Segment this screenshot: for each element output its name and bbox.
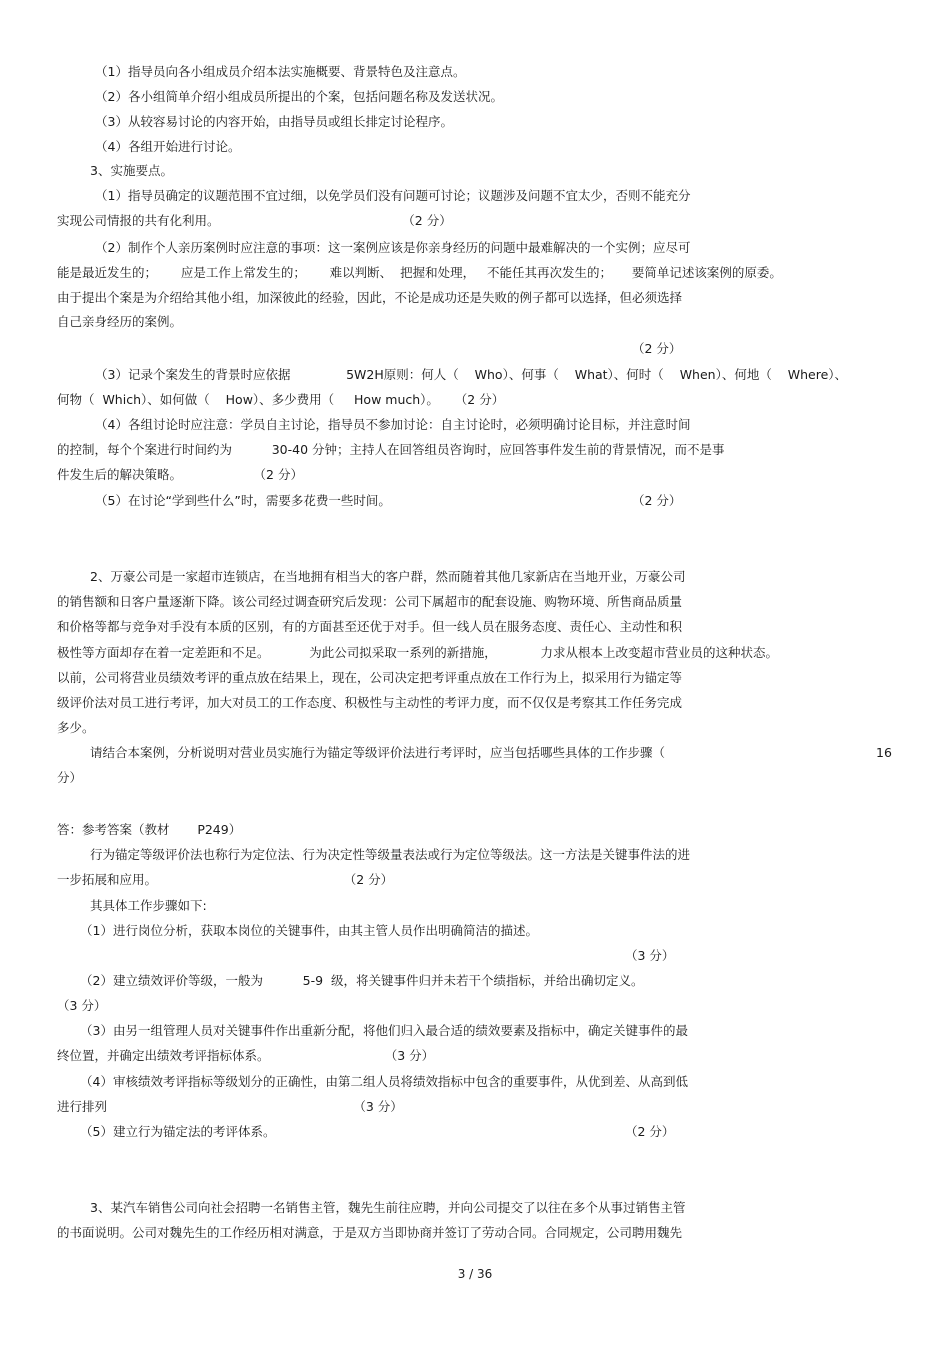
text-line: （4）各组开始进行讨论。 xyxy=(95,139,241,154)
text-line: 进行排列 （3 分） xyxy=(57,1099,403,1114)
text-line: （5）在讨论“学到些什么”时，需要多花费一些时间。 xyxy=(95,493,391,508)
text-line: （3）从较容易讨论的内容开始，由指导员或组长排定讨论程序。 xyxy=(95,114,453,129)
text-line: 的控制，每个个案进行时间约为 30-40 分钟；主持人在回答组员咨询时，应回答事件发生前的背景情况，而不是事 xyxy=(57,442,725,457)
text-line: 3、实施要点。 xyxy=(90,163,173,178)
text-line: （2）建立绩效评价等级，一般为 5-9 级，将关键事件归并未若干个绩指标，并给出确切定义。 xyxy=(80,973,644,988)
text-line: （1）进行岗位分析，获取本岗位的关键事件，由其主管人员作出明确简洁的描述。 xyxy=(80,923,538,938)
text-line: （1）指导员向各小组成员介绍本法实施概要、背景特色及注意点。 xyxy=(95,64,466,79)
text-line: 件发生后的解决策略。 （2 分） xyxy=(57,467,303,482)
text-line: 分） xyxy=(57,770,83,785)
text-line: （4）各组讨论时应注意：学员自主讨论，指导员不参加讨论：自主讨论时，必须明确讨论目标，并注意时间 xyxy=(95,417,691,432)
text-line: 一步拓展和应用。 （2 分） xyxy=(57,872,394,887)
text-line: 答：参考答案（教材 P249） xyxy=(57,822,242,837)
text-line: 行为锚定等级评价法也称行为定位法、行为决定性等级量表法或行为定位等级法。这一方法是关键事件法的进 xyxy=(90,847,691,862)
page-number: 3 / 36 xyxy=(457,1267,493,1281)
text-line: 16 xyxy=(876,745,892,760)
text-line: （4）审核绩效考评指标等级划分的正确性，由第二组人员将绩效指标中包含的重要事件，从优到差、从高到低 xyxy=(80,1074,688,1089)
text-line: 自己亲身经历的案例。 xyxy=(57,314,183,329)
text-line: 能是最近发生的； 应是工作上常发生的； 难以判断、 把握和处理， 不能任其再次发生的； 要简单记述该案例的原委。 xyxy=(57,265,782,280)
text-line: 请结合本案例，分析说明对营业员实施行为锚定等级评价法进行考评时，应当包括哪些具体的工作步骤（ xyxy=(90,745,666,760)
text-line: 由于提出个案是为介绍给其他小组，加深彼此的经验，因此，不论是成功还是失败的例子都可以选择，但必须选择 xyxy=(57,290,683,305)
text-line: 级评价法对员工进行考评，加大对员工的工作态度、积极性与主动性的考评力度，而不仅仅是考察其工作任务完成 xyxy=(57,695,683,710)
text-line: （2）各小组简单介绍小组成员所提出的个案，包括问题名称及发送状况。 xyxy=(95,89,503,104)
text-line: （2 分） xyxy=(632,341,682,356)
text-line: 2、万豪公司是一家超市连锁店，在当地拥有相当大的客户群，然而随着其他几家新店在当地开业，万豪公司 xyxy=(90,569,686,584)
text-line: 何物（ Which）、如何做（ How）、多少费用（ How much）。 （2 分） xyxy=(57,392,505,407)
text-line: 其具体工作步骤如下: xyxy=(90,898,207,913)
text-line: （3 分） xyxy=(57,998,107,1013)
text-line: 实现公司情报的共有化利用。 （2 分） xyxy=(57,213,452,228)
text-line: 极性等方面却存在着一定差距和不足。 为此公司拟采取一系列的新措施， 力求从根本上改变超市营业员的这种状态。 xyxy=(57,645,778,660)
text-line: （2 分） xyxy=(632,493,682,508)
text-line: 的销售额和日客户量逐渐下降。该公司经过调查研究后发现：公司下属超市的配套设施、购物环境、所售商品质量 xyxy=(57,594,683,609)
text-line: （3）由另一组管理人员对关键事件作出重新分配，将他们归入最合适的绩效要素及指标中，确定关键事件的最 xyxy=(80,1023,688,1038)
text-line: 多少。 xyxy=(57,720,95,735)
text-line: 的书面说明。公司对魏先生的工作经历相对满意，于是双方当即协商并签订了劳动合同。合同规定，公司聘用魏先 xyxy=(57,1225,683,1240)
text-line: （3 分） xyxy=(625,948,675,963)
text-line: （1）指导员确定的议题范围不宜过细，以免学员们没有问题可讨论；议题涉及问题不宜太少，否则不能充分 xyxy=(95,188,691,203)
text-line: （5）建立行为锚定法的考评体系。 xyxy=(80,1124,276,1139)
text-line: 3、某汽车销售公司向社会招聘一名销售主管，魏先生前往应聘，并向公司提交了以往在多个从事过销售主管 xyxy=(90,1200,686,1215)
text-line: （2）制作个人亲历案例时应注意的事项：这一案例应该是你亲身经历的问题中最难解决的一个实例；应尽可 xyxy=(95,240,691,255)
text-line: 终位置，并确定出绩效考评指标体系。 （3 分） xyxy=(57,1048,435,1063)
text-line: 以前，公司将营业员绩效考评的重点放在结果上，现在，公司决定把考评重点放在工作行为上，拟采用行为锚定等 xyxy=(57,670,683,685)
text-line: 和价格等都与竞争对手没有本质的区别，有的方面甚至还优于对手。但一线人员在服务态度、责任心、主动性和积 xyxy=(57,619,683,634)
text-line: （2 分） xyxy=(625,1124,675,1139)
text-line: （3）记录个案发生的背景时应依据 5W2H原则：何人（ Who）、何事（ What）、何时（ When）、何地（ Where）、 xyxy=(95,367,848,382)
